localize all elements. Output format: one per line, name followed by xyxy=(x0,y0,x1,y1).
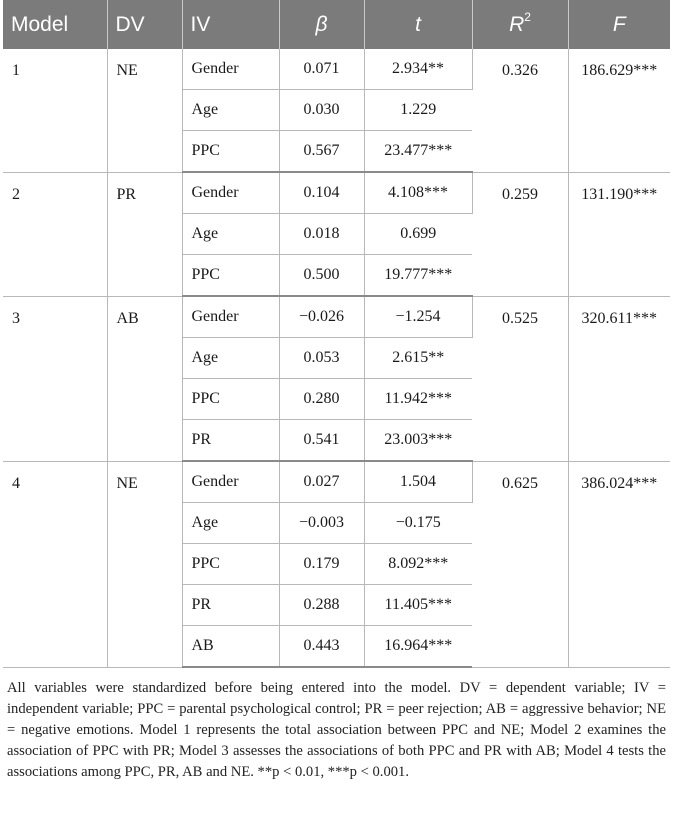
table-row xyxy=(3,49,670,90)
beta-cell: 0.280 xyxy=(279,379,364,420)
t-cell: 11.405*** xyxy=(364,585,472,626)
table-row xyxy=(3,461,670,503)
header-beta: β xyxy=(279,0,364,49)
dv-cell: NE xyxy=(107,461,182,667)
table-footnote: All variables were standardized before being entered into the model. DV = dependent variable; IV = independent variable; PPC = parental psychological control; PR = peer rejection; AB = aggressive behavior; NE = negative emotions. Model 1 represents the total association between PPC and NE; Model 2 examines the association of PPC with PR; Model 3 assesses the associations of both PPC and PR with AB; Model 4 tests the associations among PPC, PR, AB and NE. **p < 0.01, ***p < 0.001. xyxy=(7,680,666,780)
t-cell: 8.092*** xyxy=(364,544,472,585)
header-dv: DV xyxy=(107,0,182,49)
header-iv: IV xyxy=(182,0,279,49)
beta-cell: −0.003 xyxy=(279,503,364,544)
header-f: F xyxy=(568,0,670,49)
t-cell: 1.229 xyxy=(364,90,472,131)
iv-cell: Age xyxy=(182,214,279,255)
dv-cell: AB xyxy=(107,296,182,461)
f-cell: 320.611*** xyxy=(568,296,670,461)
t-cell: −1.254 xyxy=(364,296,472,338)
beta-cell: 0.018 xyxy=(279,214,364,255)
t-cell: 2.615** xyxy=(364,338,472,379)
header-t: t xyxy=(364,0,472,49)
header-r2-sup: 2 xyxy=(524,10,531,24)
iv-cell: Gender xyxy=(182,49,279,90)
beta-cell: 0.567 xyxy=(279,131,364,173)
t-cell: 0.699 xyxy=(364,214,472,255)
model-number-cell: 4 xyxy=(3,461,107,667)
t-cell: 16.964*** xyxy=(364,626,472,668)
r2-cell: 0.625 xyxy=(472,461,568,667)
beta-cell: 0.104 xyxy=(279,172,364,214)
beta-cell: 0.500 xyxy=(279,255,364,297)
r2-cell: 0.326 xyxy=(472,49,568,172)
beta-cell: 0.288 xyxy=(279,585,364,626)
f-cell: 386.024*** xyxy=(568,461,670,667)
header-r2 xyxy=(472,0,568,49)
t-cell: 23.003*** xyxy=(364,420,472,462)
t-cell: 4.108*** xyxy=(364,172,472,214)
iv-cell: Gender xyxy=(182,461,279,503)
iv-cell: Age xyxy=(182,90,279,131)
regression-table xyxy=(3,0,670,668)
beta-cell: −0.026 xyxy=(279,296,364,338)
dv-cell: NE xyxy=(107,49,182,172)
t-cell: −0.175 xyxy=(364,503,472,544)
iv-cell: Gender xyxy=(182,172,279,214)
t-cell: 19.777*** xyxy=(364,255,472,297)
iv-cell: Age xyxy=(182,338,279,379)
iv-cell: Age xyxy=(182,503,279,544)
beta-cell: 0.541 xyxy=(279,420,364,462)
table-row xyxy=(3,172,670,214)
r2-cell: 0.259 xyxy=(472,172,568,296)
beta-cell: 0.443 xyxy=(279,626,364,668)
beta-cell: 0.027 xyxy=(279,461,364,503)
beta-cell: 0.179 xyxy=(279,544,364,585)
t-cell: 11.942*** xyxy=(364,379,472,420)
model-number-cell: 3 xyxy=(3,296,107,461)
beta-cell: 0.030 xyxy=(279,90,364,131)
iv-cell: PPC xyxy=(182,544,279,585)
r2-cell: 0.525 xyxy=(472,296,568,461)
f-cell: 131.190*** xyxy=(568,172,670,296)
iv-cell: AB xyxy=(182,626,279,668)
table-header-row xyxy=(3,0,670,49)
table-row xyxy=(3,296,670,338)
t-cell: 23.477*** xyxy=(364,131,472,173)
beta-cell: 0.053 xyxy=(279,338,364,379)
f-cell: 186.629*** xyxy=(568,49,670,172)
iv-cell: Gender xyxy=(182,296,279,338)
model-number-cell: 1 xyxy=(3,49,107,172)
iv-cell: PPC xyxy=(182,255,279,297)
dv-cell: PR xyxy=(107,172,182,296)
header-model: Model xyxy=(3,0,107,49)
iv-cell: PR xyxy=(182,420,279,462)
t-cell: 2.934** xyxy=(364,49,472,90)
iv-cell: PR xyxy=(182,585,279,626)
t-cell: 1.504 xyxy=(364,461,472,503)
header-r2-base: R xyxy=(509,13,525,36)
beta-cell: 0.071 xyxy=(279,49,364,90)
iv-cell: PPC xyxy=(182,131,279,173)
model-number-cell: 2 xyxy=(3,172,107,296)
iv-cell: PPC xyxy=(182,379,279,420)
